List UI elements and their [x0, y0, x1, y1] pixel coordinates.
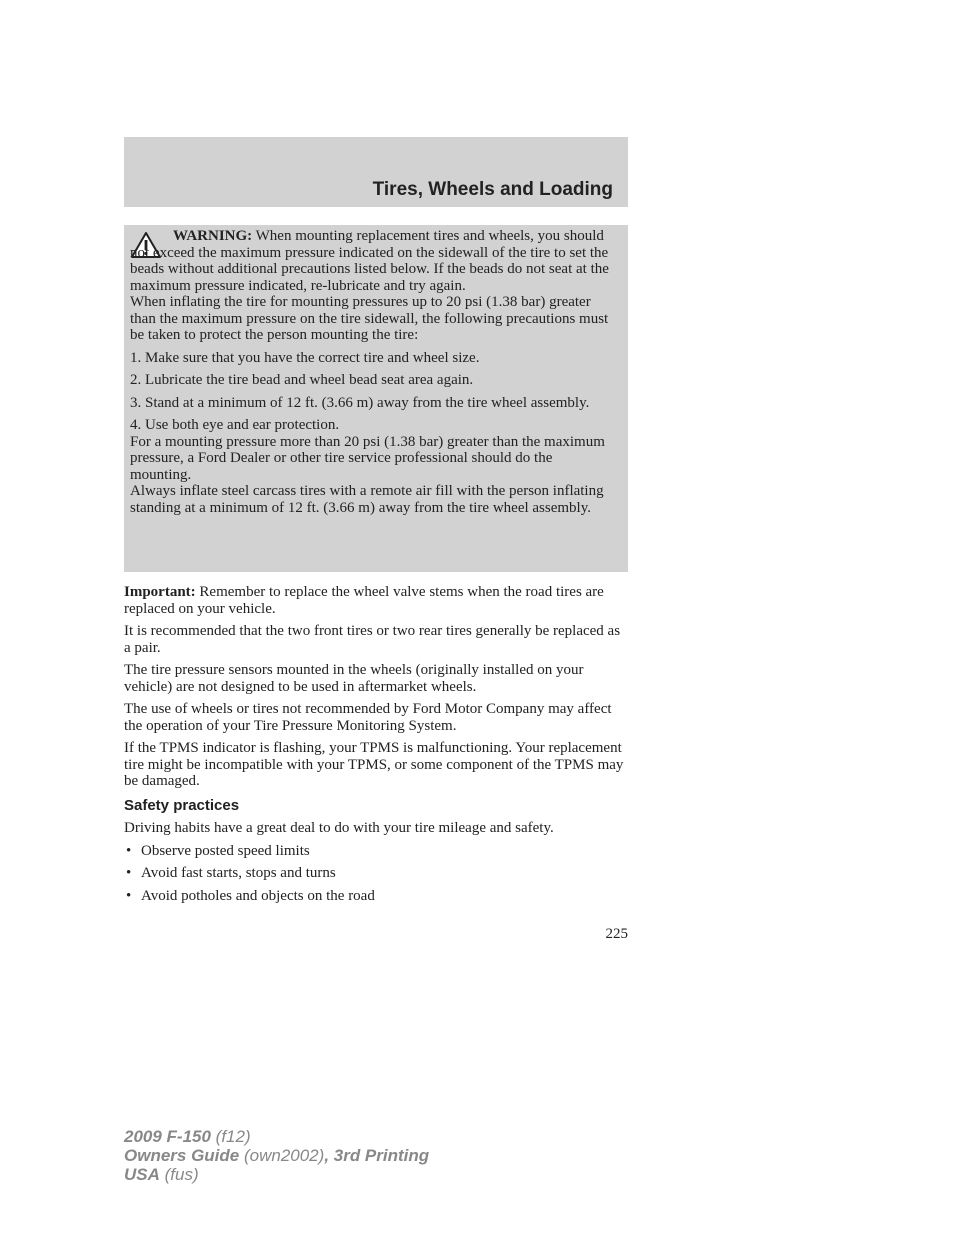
body-content	[124, 584, 624, 910]
body-paragraph: The tire pressure sensors mounted in the wheels (originally installed on your vehicle) are not designed to be used in aftermarket wheels.	[124, 662, 584, 695]
footer-printing: , 3rd Printing	[324, 1146, 430, 1165]
warning-step: 4. Use both eye and ear protection.	[130, 417, 340, 433]
warning-intro	[130, 228, 616, 294]
bullet-icon: •	[126, 865, 132, 881]
bullet-icon: •	[126, 887, 132, 904]
list-item	[124, 865, 624, 882]
footer-guide-code: (own2002)	[239, 1146, 325, 1165]
footer-imprint	[124, 1127, 429, 1184]
important-text: Remember to replace the wheel valve stems when the road tires are replaced on your vehicle.	[124, 584, 604, 617]
body-paragraph: It is recommended that the two front tires or two rear tires generally be replaced as a pair.	[124, 623, 621, 656]
section-intro: Driving habits have a great deal to do with your tire mileage and safety.	[124, 820, 554, 836]
bullet-icon: •	[126, 842, 132, 859]
footer-line	[124, 1165, 429, 1184]
footer-guide: Owners Guide	[124, 1146, 240, 1165]
section-heading: Safety practices	[124, 796, 240, 814]
footer-line	[124, 1127, 429, 1146]
warning-step: 1. Make sure that you have the correct tire and wheel size.	[130, 349, 480, 366]
list-item-text: Avoid fast starts, stops and turns	[141, 865, 336, 881]
warning-content	[130, 228, 616, 516]
chapter-header	[124, 137, 628, 207]
body-paragraph: If the TPMS indicator is flashing, your TPMS is malfunctioning. Your replacement tire might be incompatible with your TPMS, or some component of the TPMS may be damaged.	[124, 740, 624, 789]
warning-label: WARNING:	[173, 228, 253, 244]
list-item-text: Observe posted speed limits	[141, 842, 310, 859]
list-item	[124, 888, 624, 905]
footer-region-code: (fus)	[159, 1165, 199, 1184]
page-number: 225	[605, 926, 628, 942]
footer-line	[124, 1146, 429, 1165]
warning-paragraph: For a mounting pressure more than 20 psi (1.38 bar) greater than the maximum pressure, a Ford Dealer or other tire service professional should do the mounting.	[130, 433, 605, 483]
bullet-list	[124, 843, 624, 905]
warning-step: 2. Lubricate the tire bead and wheel bead seat area again.	[130, 372, 474, 388]
important-label: Important:	[124, 584, 196, 600]
footer-model-code: (f12)	[210, 1127, 251, 1146]
footer-region: USA	[124, 1165, 160, 1184]
warning-step: 3. Stand at a minimum of 12 ft. (3.66 m) away from the tire wheel assembly.	[130, 394, 590, 411]
chapter-title: Tires, Wheels and Loading	[372, 179, 613, 200]
list-item	[124, 843, 624, 860]
list-item-text: Avoid potholes and objects on the road	[141, 887, 375, 904]
warning-paragraph: Always inflate steel carcass tires with a remote air fill with the person inflating standing at a minimum of 12 ft. (3.66 m) away from the tire wheel assembly.	[130, 483, 604, 516]
warning-paragraph: When inflating the tire for mounting pressures up to 20 psi (1.38 bar) greater than the maximum pressure on the tire sidewall, the following precautions must be taken to protect the person mounting the tire:	[130, 294, 609, 343]
body-paragraph: The use of wheels or tires not recommended by Ford Motor Company may affect the operation of your Tire Pressure Monitoring System.	[124, 701, 612, 734]
important-note	[124, 584, 624, 617]
footer-model: 2009 F-150	[124, 1127, 211, 1146]
warning-intro-text: When mounting replacement tires and wheels, you should not exceed the maximum pressure indicated on the sidewall of the tire to set the beads without additional precautions listed below. If the beads do not seat at the maximum pressure indicated, re-lubricate and try again.	[130, 228, 609, 294]
